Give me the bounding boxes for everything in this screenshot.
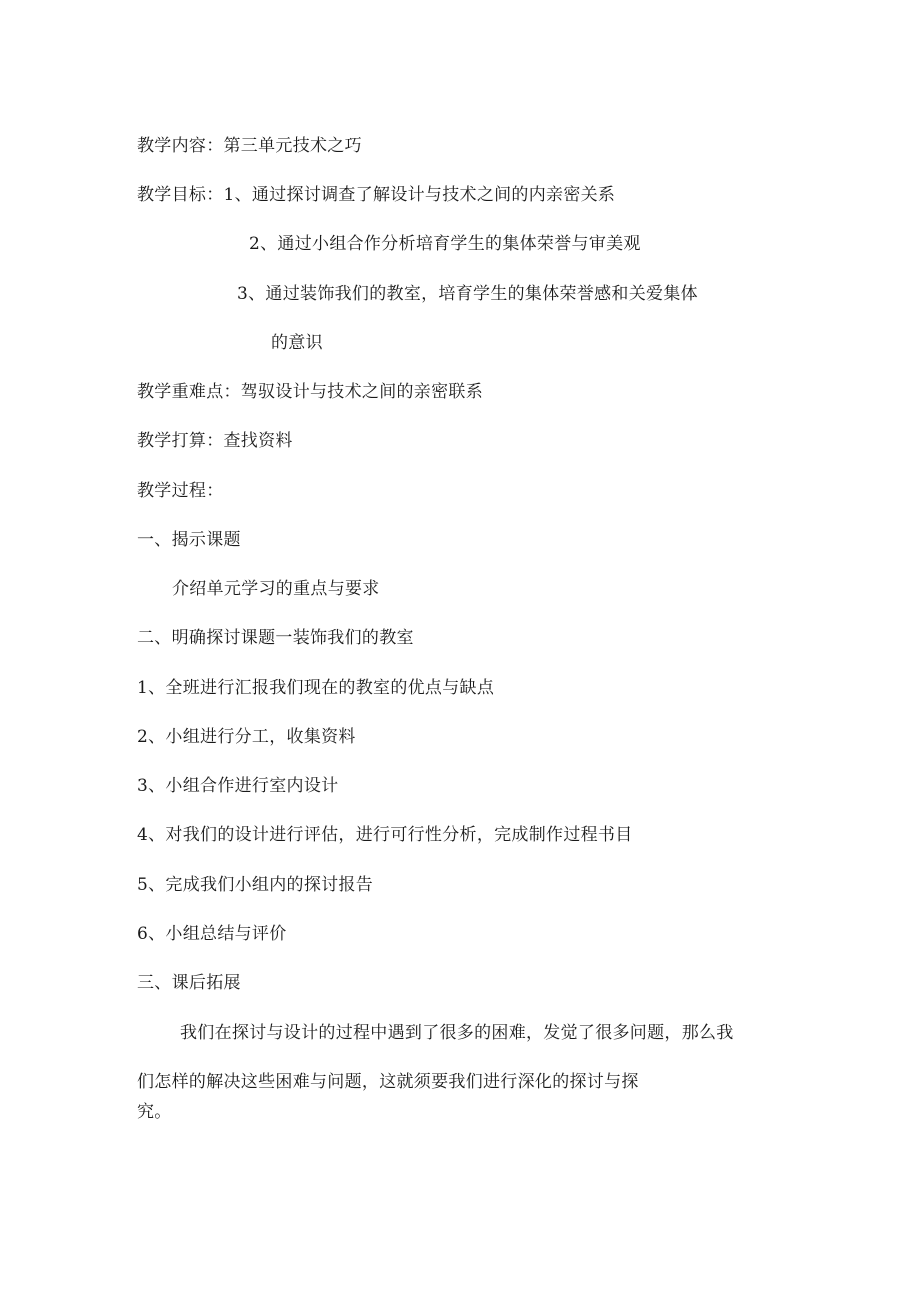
section-3-paragraph-line-3: 究。 bbox=[137, 1102, 172, 1122]
section-1-text: 介绍单元学习的重点与要求 bbox=[172, 579, 380, 599]
section-2-item: 2、小组进行分工，收集资料 bbox=[137, 727, 356, 747]
section-2-item: 4、对我们的设计进行评估，进行可行性分析，完成制作过程书目 bbox=[137, 825, 633, 845]
lesson-key-points: 教学重难点：驾驭设计与技术之间的亲密联系 bbox=[137, 382, 483, 402]
section-2-item: 6、小组总结与评价 bbox=[137, 924, 287, 944]
lesson-goal-3-continued: 的意识 bbox=[271, 333, 323, 353]
section-3-title: 三、课后拓展 bbox=[137, 973, 241, 993]
section-2-item: 5、完成我们小组内的探讨报告 bbox=[137, 875, 374, 895]
section-3-paragraph-line-2: 们怎样的解决这些困难与问题，这就须要我们进行深化的探讨与探 bbox=[137, 1072, 639, 1092]
lesson-goal-2: 2、通过小组合作分析培育学生的集体荣誉与审美观 bbox=[249, 234, 641, 254]
section-2-item: 3、小组合作进行室内设计 bbox=[137, 776, 339, 796]
lesson-goal-1: 教学目标：1、通过探讨调查了解设计与技术之间的内亲密关系 bbox=[137, 185, 616, 205]
lesson-process-title: 教学过程： bbox=[137, 481, 224, 501]
section-2-item: 1、全班进行汇报我们现在的教室的优点与缺点 bbox=[137, 678, 495, 698]
section-3-paragraph-line-1: 我们在探讨与设计的过程中遇到了很多的困难，发觉了很多问题，那么我 bbox=[180, 1023, 734, 1043]
section-2-title: 二、明确探讨课题一装饰我们的教室 bbox=[137, 628, 414, 648]
lesson-content: 教学内容：第三单元技术之巧 bbox=[137, 136, 362, 156]
lesson-goal-3: 3、通过装饰我们的教室，培育学生的集体荣誉感和关爱集体 bbox=[237, 284, 698, 304]
section-1-title: 一、揭示课题 bbox=[137, 530, 241, 550]
lesson-preparation: 教学打算：查找资料 bbox=[137, 431, 293, 451]
